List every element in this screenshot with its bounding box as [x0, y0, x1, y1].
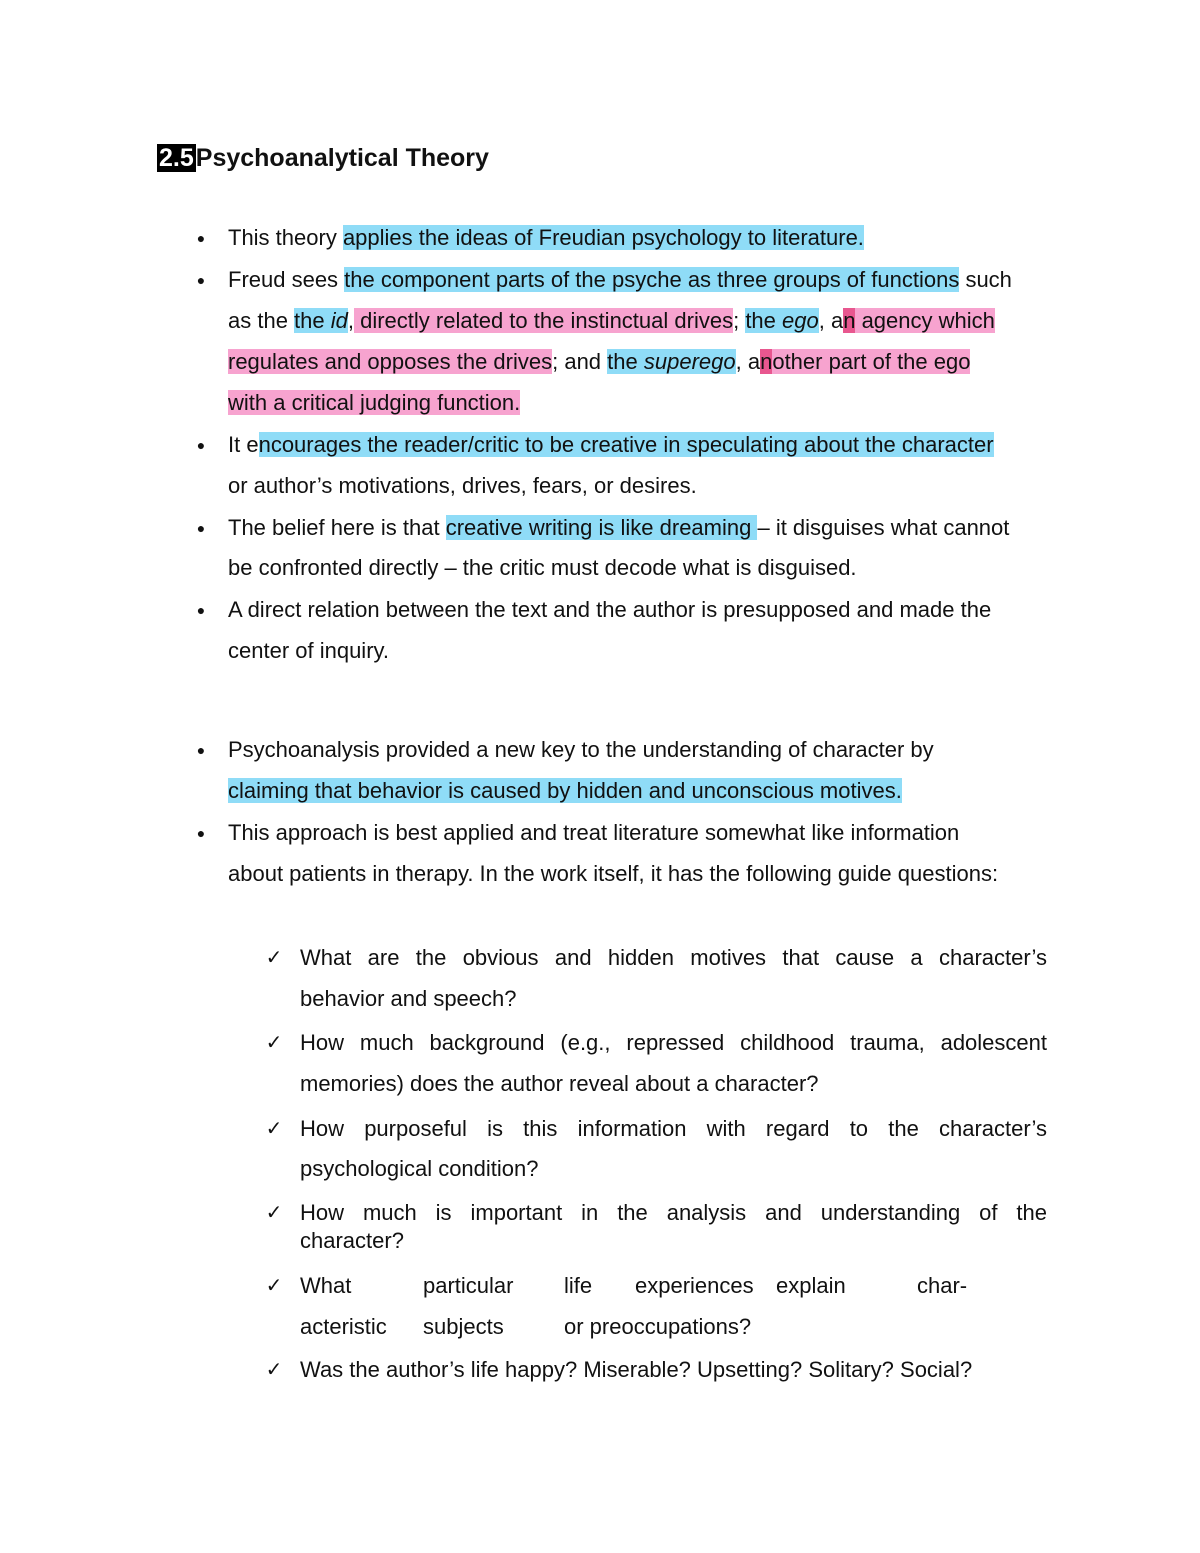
- question-3-line-2: psychological condition?: [300, 1156, 539, 1181]
- highlight-blue: ncourages the reader/critic to be creative in speculating about the character: [258, 432, 994, 457]
- bullet-6-line-2: [228, 775, 902, 807]
- question-5-word: particular: [423, 1273, 514, 1298]
- bullet-icon: ●: [196, 825, 206, 841]
- question-2-line-2: memories) does the author reveal about a character?: [300, 1071, 819, 1096]
- bullet-3-line-2: or author’s motivations, drives, fears, or desires.: [228, 473, 697, 498]
- question-2-line-1: How much background (e.g., repressed childhood trauma, adolescent: [300, 1030, 1047, 1055]
- highlight-pink: agency which: [855, 308, 995, 333]
- text: Freud sees: [228, 267, 345, 292]
- checkmark-icon: ✓: [265, 1275, 283, 1297]
- highlight-pink: other part of the ego: [772, 349, 971, 374]
- checkmark-icon: ✓: [265, 1118, 283, 1140]
- section-number: 2.5: [159, 144, 194, 172]
- bullet-5-line-1: A direct relation between the text and the author is presupposed and made the: [228, 597, 992, 622]
- section-title: Psychoanalytical Theory: [195, 144, 489, 172]
- question-5-word: life: [564, 1273, 593, 1298]
- checkmark-icon: ✓: [265, 947, 283, 969]
- bullet-7-line-2: about patients in therapy. In the work itself, it has the following guide questions:: [228, 861, 999, 886]
- highlight-pink: directly related to the instinctual drives: [354, 308, 734, 333]
- text: , a: [818, 308, 844, 333]
- highlight-pink: regulates and opposes the drives: [228, 349, 553, 374]
- text: as the: [228, 308, 295, 333]
- question-5-word: or preoccupations?: [564, 1314, 752, 1339]
- bullet-2-line-1: [228, 264, 1012, 296]
- highlight-blue: creative writing is like dreaming: [445, 515, 758, 540]
- text: , a: [735, 349, 761, 374]
- text: ;: [733, 308, 746, 333]
- text: It e: [228, 432, 259, 457]
- text: ; and: [552, 349, 608, 374]
- text: the: [607, 349, 644, 374]
- text: – it disguises what cannot: [757, 515, 1010, 540]
- highlight-magenta: n: [843, 308, 856, 333]
- question-4-line-1: How much is important in the analysis and understanding of the: [300, 1200, 1047, 1225]
- highlight-blue: claiming that behavior is caused by hidden and unconscious motives.: [228, 778, 902, 803]
- text: The belief here is that: [228, 515, 446, 540]
- bullet-1-line-1: [228, 222, 864, 254]
- section-heading: [157, 140, 489, 176]
- bullet-4-line-1: [228, 512, 1009, 544]
- question-5-word: explain: [776, 1273, 846, 1298]
- checkmark-icon: ✓: [265, 1359, 283, 1381]
- bullet-icon: ●: [196, 230, 206, 246]
- bullet-icon: ●: [196, 437, 206, 453]
- bullet-icon: ●: [196, 742, 206, 758]
- question-5-word: experiences: [635, 1273, 754, 1298]
- term-superego: superego: [643, 349, 736, 374]
- bullet-icon: ●: [196, 272, 206, 288]
- checkmark-icon: ✓: [265, 1202, 283, 1224]
- highlight-blue: applies the ideas of Freudian psychology to literature.: [342, 225, 864, 250]
- question-4-line-2: character?: [300, 1228, 404, 1253]
- highlight-blue: the component parts of the psyche as three groups of functions: [344, 267, 960, 292]
- checkmark-icon: ✓: [265, 1032, 283, 1054]
- text: the: [294, 308, 331, 333]
- bullet-icon: ●: [196, 602, 206, 618]
- term-ego: ego: [782, 308, 819, 333]
- bullet-2-line-4: [228, 387, 520, 419]
- bullet-6-line-1: Psychoanalysis provided a new key to the understanding of character by: [228, 737, 934, 762]
- question-3-line-1: How purposeful is this information with regard to the character’s: [300, 1116, 1047, 1141]
- question-1-line-2: behavior and speech?: [300, 986, 517, 1011]
- bullet-3-line-1: [228, 429, 994, 461]
- bullet-7-line-1: This approach is best applied and treat literature somewhat like information: [228, 820, 960, 845]
- question-5-word: subjects: [423, 1314, 504, 1339]
- question-1-line-1: What are the obvious and hidden motives that cause a character’s: [300, 945, 1047, 970]
- question-5-word: What: [300, 1273, 352, 1298]
- question-5-word: char-: [917, 1273, 968, 1298]
- bullet-2-line-3: [228, 346, 970, 378]
- bullet-5-line-2: center of inquiry.: [228, 638, 390, 663]
- highlight-magenta: n: [760, 349, 773, 374]
- term-id: id: [330, 308, 348, 333]
- bullet-icon: ●: [196, 520, 206, 536]
- question-5-word: acteristic: [300, 1314, 387, 1339]
- text: This theory: [228, 225, 343, 250]
- bullet-4-line-2: be confronted directly – the critic must decode what is disguised.: [228, 555, 857, 580]
- question-6-line-1: Was the author’s life happy? Miserable? Upsetting? Solitary? Social?: [300, 1357, 973, 1382]
- bullet-2-line-2: [228, 305, 995, 337]
- highlight-pink: with a critical judging function.: [228, 390, 521, 415]
- text: the: [745, 308, 783, 333]
- text: ,: [347, 308, 354, 333]
- text: such: [959, 267, 1012, 292]
